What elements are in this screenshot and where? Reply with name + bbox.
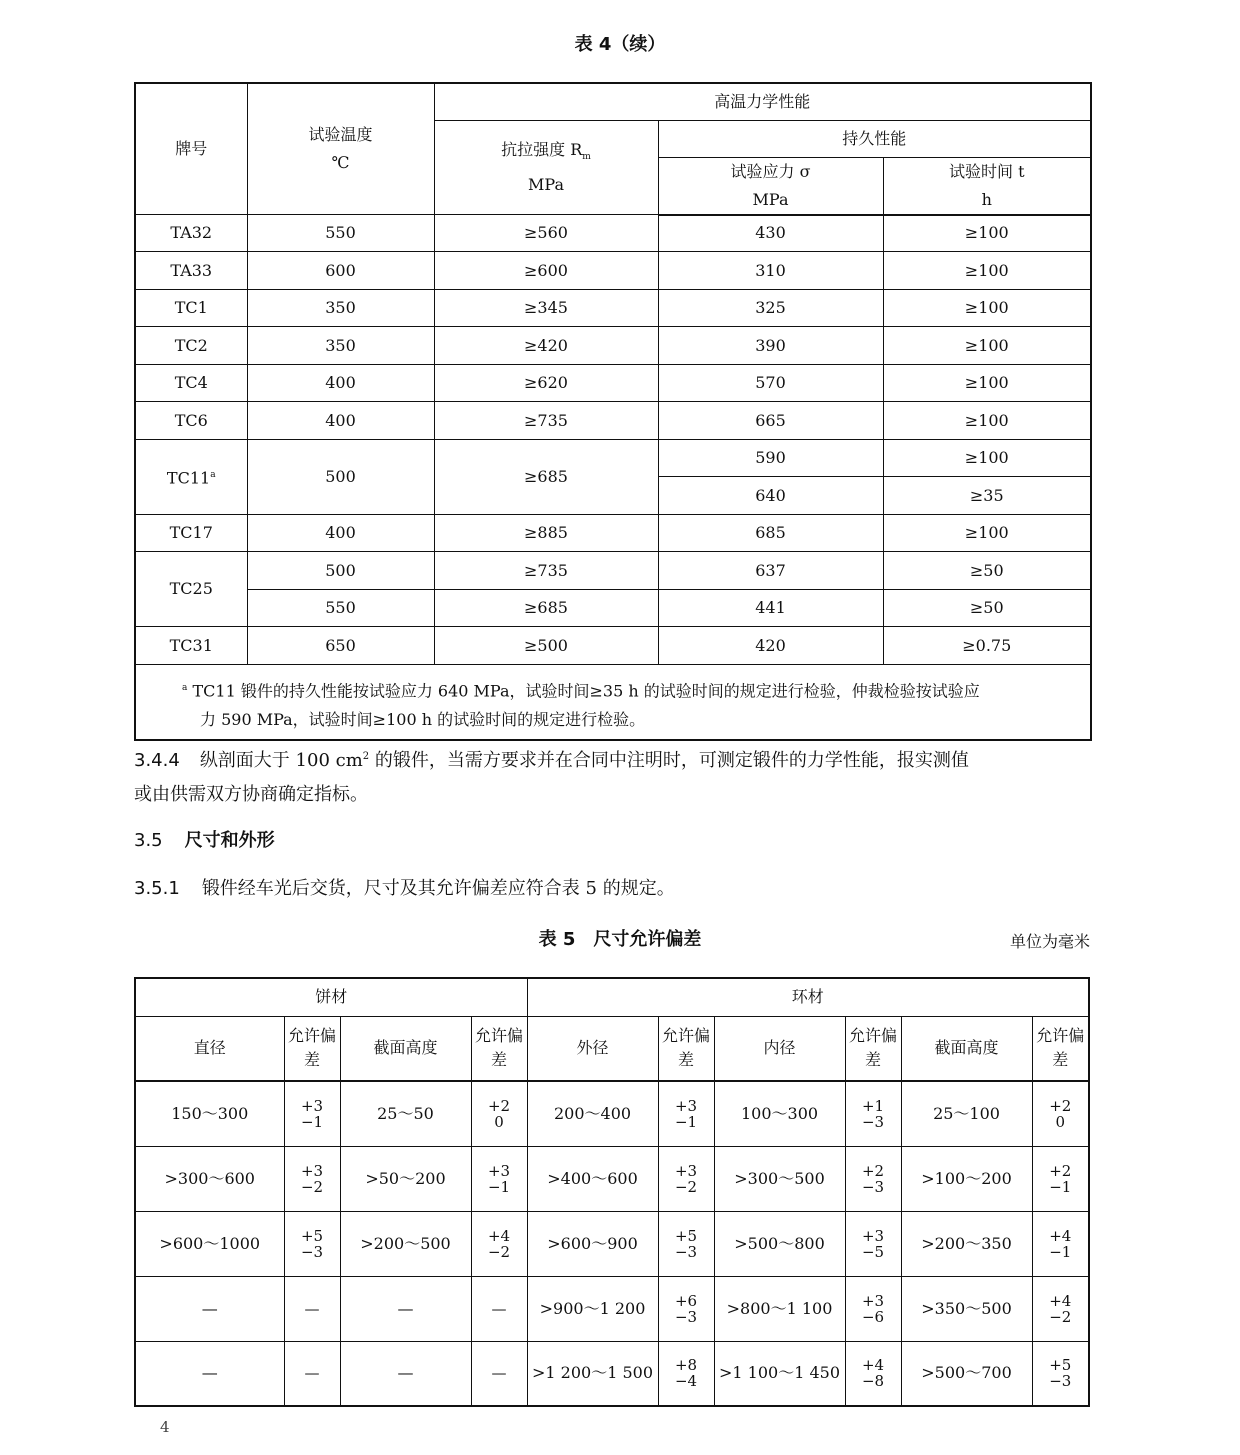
diameter-cell: >300～600 xyxy=(135,1146,284,1211)
tolerance-value: — xyxy=(304,1299,320,1318)
tolerance-value: −6 xyxy=(861,1307,885,1326)
time-cell: ≥0.75 xyxy=(883,627,1091,665)
inner-cell: >1 100～1 450 xyxy=(714,1341,845,1406)
diameter-tol-cell xyxy=(284,1341,340,1406)
height-tol-cell xyxy=(1032,1211,1089,1276)
temp-cell: 500 xyxy=(247,552,434,590)
table4-footnote: $^a$ TC11 锻件的持久性能按试验应力 640 MPa，试验时间≥35 h 的试验时间的规定进行检验，仲裁检验按试验应 力 590 MPa，试验时间≥100 h 的试验时间的规定进行检验。 xyxy=(135,665,1091,740)
table-row xyxy=(135,365,1091,402)
time-cell: ≥50 xyxy=(883,590,1091,627)
outer-cell: >1 200～1 500 xyxy=(527,1341,658,1406)
inner-cell: >300～500 xyxy=(714,1146,845,1211)
outer-tol-cell xyxy=(658,1211,714,1276)
section-tol-cell xyxy=(471,1211,527,1276)
stress-cell: 640 xyxy=(658,477,883,515)
table-row xyxy=(135,1146,1089,1211)
tolerance-value: +2 xyxy=(861,1161,885,1180)
header-endurance: 持久性能 xyxy=(658,120,1091,157)
inner-cell: >800～1 100 xyxy=(714,1276,845,1341)
temp-cell: 350 xyxy=(247,290,434,327)
section-3-5: 3.5 尺寸和外形 xyxy=(134,830,275,851)
header-high-temp: 高温力学性能 xyxy=(434,83,1091,120)
tolerance-value: +5 xyxy=(300,1226,324,1245)
stress-cell: 590 xyxy=(658,440,883,477)
height-cell: 25～100 xyxy=(901,1081,1032,1146)
grade-cell: TC2 xyxy=(135,327,247,365)
stress-cell: 441 xyxy=(658,590,883,627)
inner-tol-cell xyxy=(845,1146,901,1211)
tolerance-value: −1 xyxy=(1049,1177,1072,1196)
temp-cell: 650 xyxy=(247,627,434,665)
section-cell: 25～50 xyxy=(340,1081,471,1146)
header-diameter: 直径 xyxy=(135,1016,284,1081)
table-row xyxy=(135,515,1091,552)
header-outer: 外径 xyxy=(527,1016,658,1081)
temp-cell: 400 xyxy=(247,402,434,440)
header-time: 试验时间 t h xyxy=(883,157,1091,215)
group-ring: 环材 xyxy=(527,978,1089,1016)
table5 xyxy=(134,977,1090,1407)
diameter-tol-cell xyxy=(284,1081,340,1146)
tensile-cell: ≥620 xyxy=(434,365,658,402)
tolerance-value: +2 xyxy=(1049,1161,1072,1180)
height-cell: >500～700 xyxy=(901,1341,1032,1406)
table-row xyxy=(135,627,1091,665)
table-row xyxy=(135,402,1091,440)
outer-tol-cell xyxy=(658,1081,714,1146)
tolerance-value: −4 xyxy=(674,1372,698,1391)
outer-tol-cell xyxy=(658,1341,714,1406)
table-row xyxy=(135,1341,1089,1406)
tensile-cell: ≥560 xyxy=(434,215,658,252)
temp-cell: 550 xyxy=(247,590,434,627)
time-cell: ≥100 xyxy=(883,252,1091,290)
tensile-cell: ≥885 xyxy=(434,515,658,552)
outer-cell: >400～600 xyxy=(527,1146,658,1211)
grade-cell: TC6 xyxy=(135,402,247,440)
header-tol: 允许偏差 xyxy=(471,1016,527,1081)
outer-tol-cell xyxy=(658,1276,714,1341)
tolerance-value: +4 xyxy=(861,1356,885,1375)
height-cell: >350～500 xyxy=(901,1276,1032,1341)
para-3-5-1: 3.5.1 锻件经车光后交货，尺寸及其允许偏差应符合表 5 的规定。 xyxy=(134,878,675,899)
header-inner: 内径 xyxy=(714,1016,845,1081)
temp-cell: 350 xyxy=(247,327,434,365)
section-cell: >50～200 xyxy=(340,1146,471,1211)
tolerance-value: −1 xyxy=(487,1177,511,1196)
diameter-cell: — xyxy=(135,1341,284,1406)
grade-cell: TA32 xyxy=(135,215,247,252)
header-tol: 允许偏差 xyxy=(845,1016,901,1081)
time-cell: ≥100 xyxy=(883,290,1091,327)
tolerance-value: −1 xyxy=(674,1112,698,1131)
header-tol: 允许偏差 xyxy=(284,1016,340,1081)
diameter-tol-cell xyxy=(284,1211,340,1276)
diameter-tol-cell xyxy=(284,1276,340,1341)
table-row xyxy=(135,440,1091,477)
tolerance-value: −5 xyxy=(861,1242,885,1261)
tolerance-value: +3 xyxy=(674,1161,698,1180)
height-cell: >100～200 xyxy=(901,1146,1032,1211)
table-row xyxy=(135,1081,1089,1146)
tolerance-value: +1 xyxy=(861,1096,885,1115)
diameter-cell: — xyxy=(135,1276,284,1341)
grade-cell: TC25 xyxy=(135,552,247,627)
stress-cell: 390 xyxy=(658,327,883,365)
time-cell: ≥35 xyxy=(883,477,1091,515)
time-cell: ≥100 xyxy=(883,215,1091,252)
tolerance-value: 0 xyxy=(494,1112,504,1131)
tolerance-value: −2 xyxy=(487,1242,511,1261)
tolerance-value: +5 xyxy=(674,1226,698,1245)
table5-title: 表 5 尺寸允许偏差 xyxy=(538,929,702,950)
tolerance-value: −1 xyxy=(300,1112,324,1131)
tolerance-value: −3 xyxy=(861,1112,885,1131)
stress-cell: 685 xyxy=(658,515,883,552)
tolerance-value: +3 xyxy=(300,1161,324,1180)
tolerance-value: −8 xyxy=(861,1372,885,1391)
temp-cell: 400 xyxy=(247,365,434,402)
section-tol-cell xyxy=(471,1276,527,1341)
time-cell: ≥100 xyxy=(883,515,1091,552)
tolerance-value: −2 xyxy=(674,1177,698,1196)
height-tol-cell xyxy=(1032,1146,1089,1211)
section-tol-cell xyxy=(471,1081,527,1146)
tensile-cell: ≥685 xyxy=(434,440,658,515)
tolerance-value: +3 xyxy=(300,1096,324,1115)
tensile-cell: ≥600 xyxy=(434,252,658,290)
table-row xyxy=(135,1211,1089,1276)
tolerance-value: −1 xyxy=(1049,1242,1072,1261)
table5-unit: 单位为毫米 xyxy=(1009,932,1090,951)
stress-cell: 325 xyxy=(658,290,883,327)
table4 xyxy=(134,82,1092,741)
time-cell: ≥100 xyxy=(883,327,1091,365)
grade-cell: TC31 xyxy=(135,627,247,665)
tolerance-value: +5 xyxy=(1049,1356,1072,1375)
para-3-4-4: 3.4.4 纵剖面大于 100 $cm^2$ 的锻件，当需方要求并在合同中注明时，可测定锻件的力学性能，报实测值 或由供需双方协商确定指标。 xyxy=(134,750,969,805)
time-cell: ≥100 xyxy=(883,365,1091,402)
temp-cell: 500 xyxy=(247,440,434,515)
tolerance-value: −3 xyxy=(300,1242,324,1261)
tolerance-value: +8 xyxy=(674,1356,698,1375)
header-section: 截面高度 xyxy=(901,1016,1032,1081)
section-cell: — xyxy=(340,1276,471,1341)
time-cell: ≥100 xyxy=(883,440,1091,477)
tensile-cell: ≥735 xyxy=(434,402,658,440)
header-grade: 牌号 xyxy=(135,83,247,215)
tolerance-value: +3 xyxy=(674,1096,698,1115)
inner-cell: >500～800 xyxy=(714,1211,845,1276)
tolerance-value: +6 xyxy=(674,1291,698,1310)
tolerance-value: — xyxy=(304,1364,320,1383)
header-stress: 试验应力 σ MPa xyxy=(658,157,883,215)
table-row xyxy=(135,327,1091,365)
stress-cell: 420 xyxy=(658,627,883,665)
tolerance-value: −3 xyxy=(674,1242,698,1261)
tolerance-value: +2 xyxy=(487,1096,511,1115)
tensile-cell: ≥735 xyxy=(434,552,658,590)
tolerance-value: +3 xyxy=(487,1161,511,1180)
outer-tol-cell xyxy=(658,1146,714,1211)
tolerance-value: −3 xyxy=(674,1307,698,1326)
grade-cell: TA33 xyxy=(135,252,247,290)
diameter-tol-cell xyxy=(284,1146,340,1211)
section-cell: >200～500 xyxy=(340,1211,471,1276)
outer-cell: >600～900 xyxy=(527,1211,658,1276)
tolerance-value: −2 xyxy=(1049,1307,1072,1326)
section-tol-cell xyxy=(471,1146,527,1211)
section-cell: — xyxy=(340,1341,471,1406)
header-tol: 允许偏差 xyxy=(658,1016,714,1081)
tolerance-value: −3 xyxy=(861,1177,885,1196)
tensile-cell: ≥685 xyxy=(434,590,658,627)
temp-cell: 600 xyxy=(247,252,434,290)
table-row xyxy=(135,252,1091,290)
grade-cell: TC11$^a$ xyxy=(135,440,247,515)
temp-cell: 400 xyxy=(247,515,434,552)
tolerance-value: +3 xyxy=(861,1226,885,1245)
page-number: 4 xyxy=(160,1418,170,1436)
height-tol-cell xyxy=(1032,1341,1089,1406)
inner-tol-cell xyxy=(845,1211,901,1276)
inner-tol-cell xyxy=(845,1276,901,1341)
tensile-cell: ≥345 xyxy=(434,290,658,327)
stress-cell: 430 xyxy=(658,215,883,252)
diameter-cell: 150～300 xyxy=(135,1081,284,1146)
stress-cell: 570 xyxy=(658,365,883,402)
grade-cell: TC1 xyxy=(135,290,247,327)
outer-cell: 200～400 xyxy=(527,1081,658,1146)
grade-cell: TC4 xyxy=(135,365,247,402)
height-cell: >200～350 xyxy=(901,1211,1032,1276)
tolerance-value: — xyxy=(491,1299,507,1318)
tolerance-value: 0 xyxy=(1055,1112,1066,1131)
table-row xyxy=(135,590,1091,627)
time-cell: ≥50 xyxy=(883,552,1091,590)
table-row xyxy=(135,215,1091,252)
height-tol-cell xyxy=(1032,1276,1089,1341)
table-row xyxy=(135,552,1091,590)
grade-cell: TC17 xyxy=(135,515,247,552)
inner-tol-cell xyxy=(845,1081,901,1146)
diameter-cell: >600～1000 xyxy=(135,1211,284,1276)
outer-cell: >900～1 200 xyxy=(527,1276,658,1341)
tolerance-value: — xyxy=(491,1364,507,1383)
tolerance-value: +4 xyxy=(1049,1226,1072,1245)
tensile-cell: ≥420 xyxy=(434,327,658,365)
height-tol-cell xyxy=(1032,1081,1089,1146)
tolerance-value: +2 xyxy=(1049,1096,1072,1115)
stress-cell: 665 xyxy=(658,402,883,440)
header-section: 截面高度 xyxy=(340,1016,471,1081)
stress-cell: 637 xyxy=(658,552,883,590)
table4-title: 表 4（续） xyxy=(574,34,666,55)
tensile-cell: ≥500 xyxy=(434,627,658,665)
tolerance-value: +4 xyxy=(487,1226,511,1245)
table-row xyxy=(135,290,1091,327)
inner-tol-cell xyxy=(845,1341,901,1406)
inner-cell: 100～300 xyxy=(714,1081,845,1146)
tolerance-value: +4 xyxy=(1049,1291,1072,1310)
table-row xyxy=(135,1276,1089,1341)
header-temp: 试验温度 ℃ xyxy=(247,83,434,215)
temp-cell: 550 xyxy=(247,215,434,252)
header-tensile: 抗拉强度 $R_m$ MPa xyxy=(434,120,658,215)
section-tol-cell xyxy=(471,1341,527,1406)
tolerance-value: −2 xyxy=(300,1177,324,1196)
group-disc: 饼材 xyxy=(135,978,527,1016)
tolerance-value: +3 xyxy=(861,1291,885,1310)
time-cell: ≥100 xyxy=(883,402,1091,440)
stress-cell: 310 xyxy=(658,252,883,290)
header-tol: 允许偏差 xyxy=(1032,1016,1089,1081)
tolerance-value: −3 xyxy=(1049,1372,1072,1391)
